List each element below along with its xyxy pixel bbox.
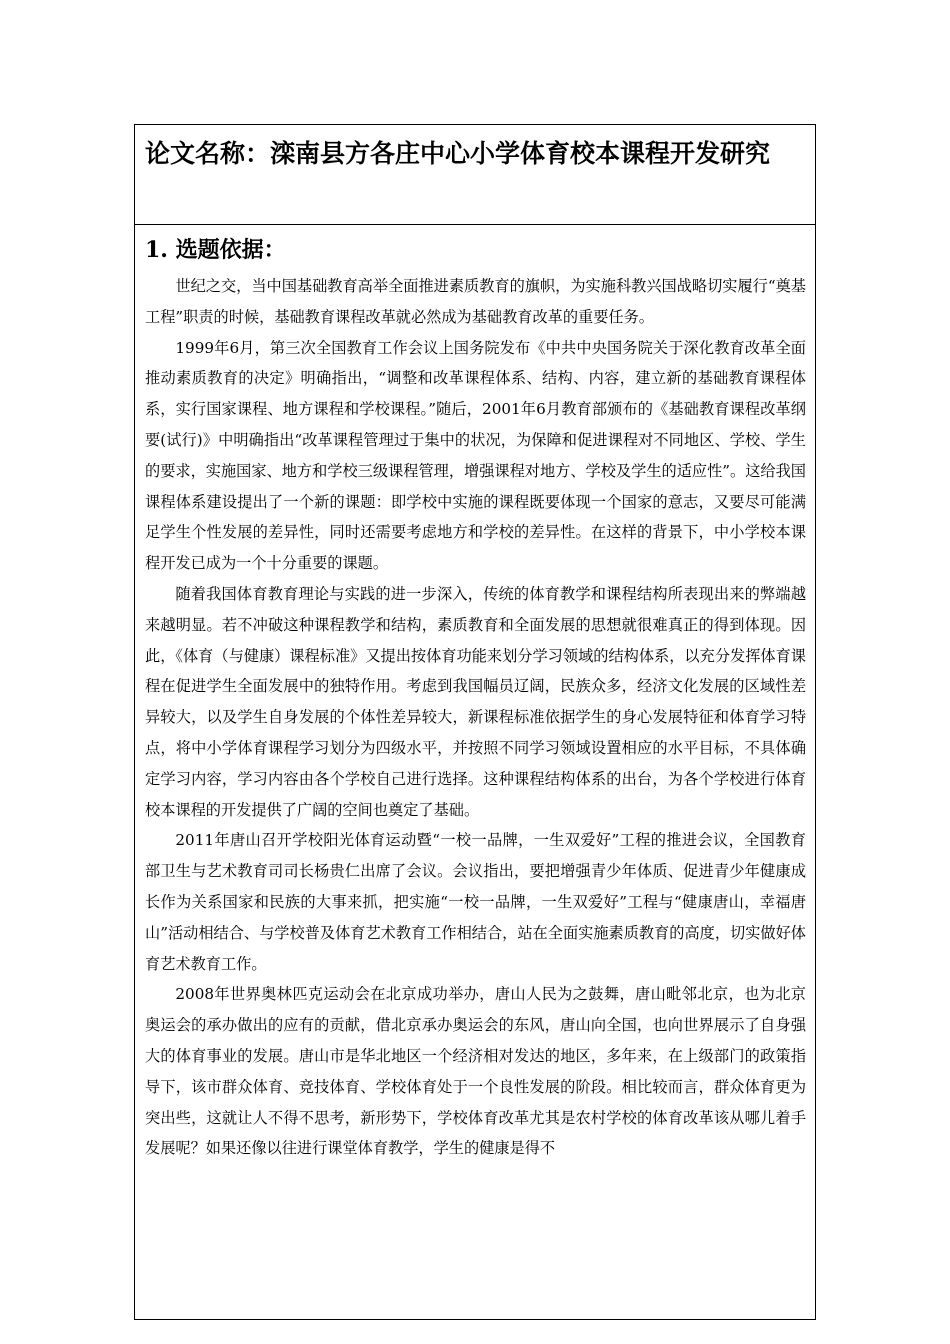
thesis-title: 论文名称：滦南县方各庄中心小学体育校本课程开发研究 bbox=[145, 139, 771, 168]
paragraph-2: 1999年6月，第三次全国教育工作会议上国务院发布《中共中央国务院关于深化教育改革全面推动素质教育的决定》明确指出，“调整和改革课程体系、结构、内容，建立新的基础教育课程体系，实行国家课程、地方课程和学校课程。”随后，2001年6月教育部颁布的《基础教育课程改革纲要(试行)》中明确指出“改革课程管理过于集中的状况，为保障和促进课程对不同地区、学校、学生的要求，实施国家、地方和学校三级课程管理，增强课程对地方、学校及学生的适应性”。这给我国课程体系建设提出了一个新的课题：即学校中实施的课程既要体现一个国家的意志，又要尽可能满足学生个性发展的差异性，同时还需要考虑地方和学校的差异性。在这样的背景下，中小学校本课程开发已成为一个十分重要的课题。 bbox=[145, 338, 806, 573]
paragraph-4: 2011年唐山召开学校阳光体育运动暨“一校一品牌，一生双爱好”工程的推进会议，全国教育部卫生与艺术教育司司长杨贵仁出席了会议。会议指出，要把增强青少年体质、促进青少年健康成长作为关系国家和民族的大事来抓，把实施“一校一品牌，一生双爱好”工程与“健康唐山，幸福唐山”活动相结合、与学校普及体育艺术教育工作相结合，站在全面实施素质教育的高度，切实做好体育艺术教育工作。 bbox=[145, 831, 806, 973]
body-cell bbox=[135, 225, 815, 1164]
paragraph-5: 2008年世界奥林匹克运动会在北京成功举办，唐山人民为之鼓舞，唐山毗邻北京，也为北京奥运会的承办做出的应有的贡献，借北京承办奥运会的东风，唐山向全国，也向世界展示了自身强大的体育事业的发展。唐山市是华北地区一个经济相对发达的地区，多年来，在上级部门的政策指导下，该市群众体育、竞技体育、学校体育处于一个良性发展的阶段。相比较而言，群众体育更为突出些，这就让人不得不思考，新形势下，学校体育改革尤其是农村学校的体育改革该从哪儿着手发展呢？如果还像以往进行课堂体育教学，学生的健康是得不 bbox=[145, 985, 806, 1158]
title-cell bbox=[135, 125, 815, 225]
section-heading: 1. 选题依据： bbox=[145, 237, 286, 263]
document-table bbox=[134, 124, 816, 1320]
paragraph-3: 随着我国体育教育理论与实践的进一步深入，传统的体育教学和课程结构所表现出来的弊端越来越明显。若不冲破这种课程教学和结构，素质教育和全面发展的思想就很难真正的得到体现。因此，《体育（与健康）课程标准》又提出按体育功能来划分学习领域的结构体系，以充分发挥体育课程在促进学生全面发展中的独特作用。考虑到我国幅员辽阔，民族众多，经济文化发展的区域性差异较大，以及学生自身发展的个体性差异较大，新课程标准依据学生的身心发展特征和体育学习特点，将中小学体育课程学习划分为四级水平，并按照不同学习领域设置相应的水平目标，不具体确定学习内容，学习内容由各个学校自己进行选择。这种课程结构体系的出台，为各个学校进行体育校本课程的开发提供了广阔的空间也奠定了基础。 bbox=[145, 584, 806, 819]
paragraph-1: 世纪之交，当中国基础教育高举全面推进素质教育的旗帜，为实施科教兴国战略切实履行“奠基工程”职责的时候，基础教育课程改革就必然成为基础教育改革的重要任务。 bbox=[145, 277, 806, 326]
